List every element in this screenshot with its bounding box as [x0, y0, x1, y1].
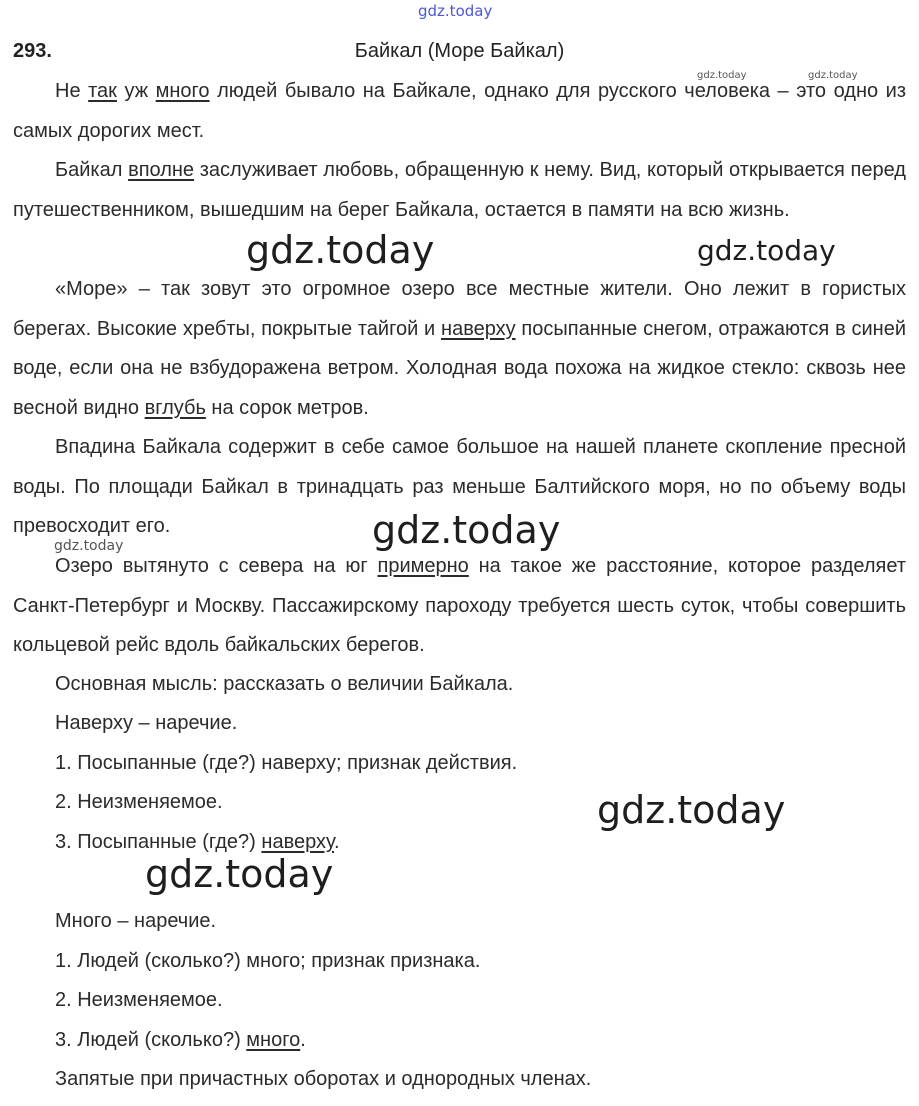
paragraph-3: [13, 270, 906, 428]
underlined-word: наверху: [261, 831, 334, 853]
watermark-large: gdz.today: [246, 228, 435, 272]
exercise-number: 293.: [13, 40, 52, 62]
naverkhu-point-3: [55, 823, 340, 862]
text-span: .: [334, 831, 340, 853]
underlined-word: так: [88, 80, 117, 102]
underlined-word: вполне: [128, 159, 195, 181]
paragraph-1: [13, 72, 906, 151]
underlined-word: вглубь: [144, 396, 206, 419]
watermark-medium: gdz.today: [697, 234, 836, 267]
underlined-word: примерно: [377, 555, 469, 577]
watermark-large: gdz.today: [597, 788, 786, 832]
watermark-large: gdz.today: [372, 508, 561, 552]
text-span: 3. Посыпанные (где?): [55, 831, 262, 853]
text-span: 3. Людей (сколько?): [55, 1029, 247, 1051]
text-span: на сорок метров.: [205, 396, 369, 419]
mnogo-point-1: 1. Людей (сколько?) много; признак признака.: [55, 950, 481, 972]
underlined-word: много: [155, 80, 210, 102]
text-span: на такое же расстояние, которое разделяет Санкт-Петербург и Москву. Пассажирскому пароходу требуется шесть суток, чтобы совершить кольцевой рейс вдоль байкальских берегов.: [13, 555, 907, 656]
watermark-tiny: gdz.today: [808, 70, 858, 81]
text-span: уж: [116, 80, 156, 102]
text-span: посыпанные снегом, отражаются в синей воде, если она не взбудоражена ветром. Холодная вода похожа на жидкое стекло: сквозь нее весной видно: [13, 317, 906, 419]
mnogo-heading: Много – наречие.: [55, 910, 217, 932]
text-span: «Море» – так зовут это огромное озеро все местные жители. Оно лежит в гористых берегах. Высокие хребты, покрытые тайгой и: [13, 278, 906, 340]
paragraph-5: [13, 547, 906, 666]
text-span: .: [300, 1029, 306, 1051]
underlined-word: много: [246, 1029, 301, 1051]
exercise-title: Байкал (Море Байкал): [354, 40, 565, 62]
naverkhu-point-1: 1. Посыпанные (где?) наверху; признак действия.: [55, 752, 518, 774]
text-span: Озеро вытянуто с севера на юг: [55, 555, 378, 577]
underlined-word: наверху: [441, 317, 516, 340]
paragraph-4: Впадина Байкала содержит в себе самое большое на нашей планете скопление пресной воды. По площади Байкал в тринадцать раз меньше Балтийского моря, но по объему воды превосходит его.: [13, 436, 906, 537]
watermark-tiny: gdz.today: [54, 538, 124, 554]
text-span: Байкал: [55, 159, 129, 181]
watermark-top: gdz.today: [418, 2, 493, 20]
text-span: Не: [55, 80, 89, 102]
commas-note: Запятые при причастных оборотах и однородных членах.: [55, 1068, 592, 1090]
naverkhu-point-2: 2. Неизменяемое.: [55, 791, 223, 813]
mnogo-point-3: [55, 1021, 306, 1060]
text-span: людей бывало на Байкале, однако для русского человека – это одно из самых дорогих мест.: [13, 80, 907, 142]
mnogo-point-2: 2. Неизменяемое.: [55, 989, 223, 1011]
paragraph-2: [13, 151, 906, 230]
watermark-large: gdz.today: [145, 852, 334, 896]
watermark-tiny: gdz.today: [697, 70, 747, 81]
text-span: заслуживает любовь, обращенную к нему. Вид, который открывается перед путешественником, вышедшим на берег Байкала, остается в памяти на всю жизнь.: [13, 159, 906, 221]
naverkhu-heading: Наверху – наречие.: [55, 712, 238, 734]
main-idea: Основная мысль: рассказать о величии Байкала.: [55, 673, 514, 695]
